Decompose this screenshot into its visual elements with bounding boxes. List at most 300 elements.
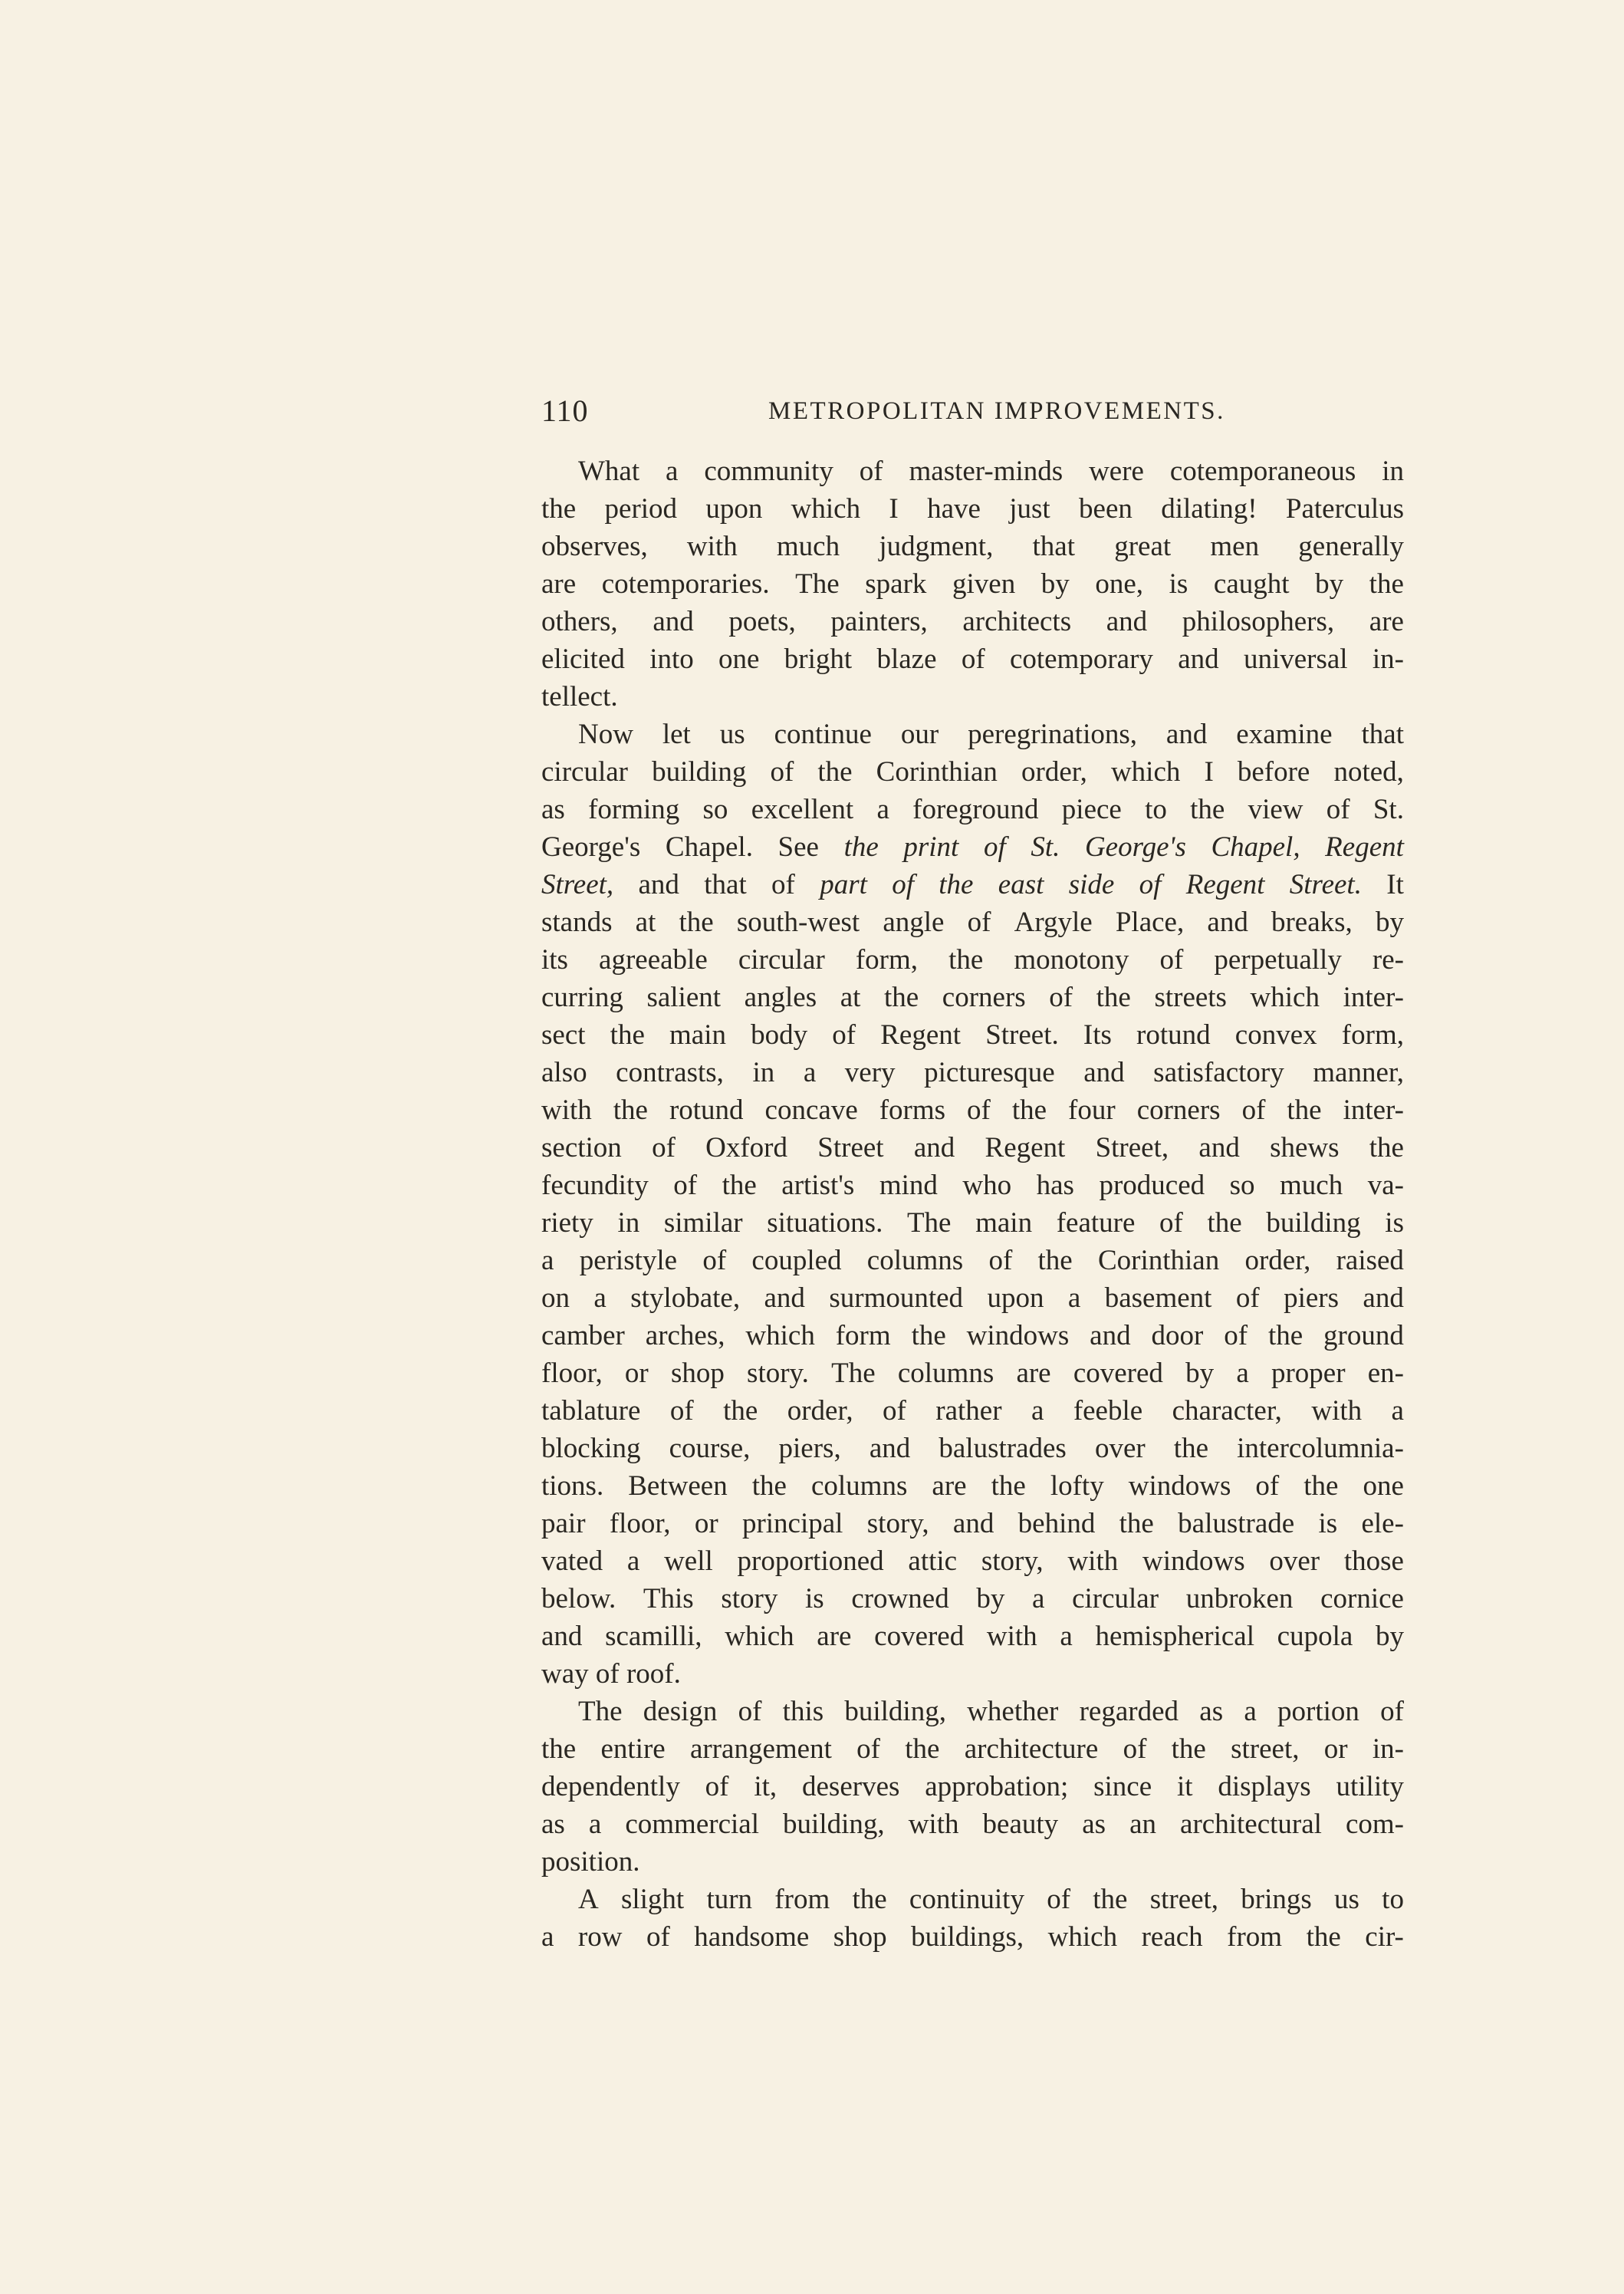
word: is (1318, 1508, 1338, 1539)
word: piers, (778, 1433, 841, 1464)
word: or (1323, 1733, 1348, 1765)
word: one, (1095, 568, 1144, 600)
word: Oxford (705, 1132, 788, 1163)
word: windows (1142, 1545, 1245, 1577)
word: so (702, 794, 728, 825)
word: St. (1373, 794, 1404, 825)
word: or (694, 1508, 718, 1539)
word: of (1380, 1696, 1404, 1727)
word: spark (865, 568, 927, 600)
word: or (624, 1358, 649, 1389)
word: com- (1345, 1809, 1404, 1840)
word: in (752, 1057, 775, 1088)
word: and (952, 1508, 994, 1539)
text-line (541, 1317, 1404, 1354)
word: The (831, 1358, 876, 1389)
word: our (900, 719, 939, 750)
word: story. (747, 1358, 809, 1389)
word: roof. (626, 1658, 681, 1690)
word: a (1060, 1621, 1073, 1652)
word: Street. (1289, 869, 1362, 900)
word: it, (754, 1771, 777, 1802)
word: rotund (669, 1094, 744, 1126)
word: handsome (694, 1921, 810, 1953)
word: of (1235, 1282, 1260, 1314)
word: continuity (909, 1884, 1024, 1915)
word: covered (1073, 1358, 1163, 1389)
word: situations. (767, 1207, 883, 1239)
word: the (613, 1094, 648, 1126)
word: inter- (1343, 982, 1404, 1013)
word: the (948, 944, 984, 976)
word: story, (981, 1545, 1044, 1577)
text-line (541, 1354, 1404, 1392)
word: Regent (1325, 831, 1404, 863)
text-line (541, 903, 1404, 941)
word: a (588, 1809, 602, 1840)
word: coupled (751, 1245, 842, 1276)
word: piece (1061, 794, 1122, 825)
text-line (541, 1467, 1404, 1505)
word: Now (578, 719, 633, 750)
word: of (1159, 1207, 1183, 1239)
word: judgment, (879, 531, 994, 562)
word: inter- (1343, 1094, 1404, 1126)
word: position. (541, 1846, 640, 1878)
word: dilating! (1161, 493, 1257, 525)
text-line (541, 1730, 1404, 1768)
word: reach (1141, 1921, 1203, 1953)
text-line (541, 941, 1404, 979)
word: and (653, 606, 694, 637)
word: the (1306, 1921, 1341, 1953)
text-line (541, 490, 1404, 528)
word: Corinthian (876, 756, 998, 788)
word: corners (942, 982, 1026, 1013)
word: forming (588, 794, 680, 825)
text-line (541, 1542, 1404, 1580)
word: the (679, 907, 714, 938)
word: on (541, 1282, 570, 1314)
word: form (835, 1320, 891, 1351)
word: va- (1367, 1170, 1404, 1201)
word: building (1266, 1207, 1361, 1239)
word: a (1391, 1395, 1404, 1427)
word: just (1009, 493, 1050, 525)
word: the (1171, 1733, 1206, 1765)
word: Argyle (1014, 907, 1093, 938)
word: to (1145, 794, 1167, 825)
word: shop (670, 1358, 725, 1389)
text-line (541, 753, 1404, 791)
word: of (1255, 1470, 1280, 1502)
word: part (820, 869, 867, 900)
word: door (1151, 1320, 1204, 1351)
word: circular (738, 944, 825, 976)
word: I (889, 493, 899, 525)
word: The (795, 568, 840, 600)
word: This (643, 1583, 694, 1614)
word: columns (897, 1358, 994, 1389)
word: order, (1021, 756, 1087, 788)
word: of (1047, 1884, 1071, 1915)
word: the (751, 1470, 787, 1502)
word: an (1129, 1809, 1156, 1840)
word: A (578, 1884, 599, 1915)
word: course, (669, 1433, 751, 1464)
word: which (745, 1320, 815, 1351)
word: continue (774, 719, 872, 750)
word: design (643, 1696, 718, 1727)
text-line (541, 1016, 1404, 1054)
word: a (666, 456, 679, 487)
word: of (771, 869, 795, 900)
word: salient (646, 982, 722, 1013)
word: let (662, 719, 691, 750)
word: Its (1083, 1019, 1112, 1051)
word: slight (620, 1884, 685, 1915)
text-line (541, 1054, 1404, 1091)
word: those (1343, 1545, 1404, 1577)
word: over (1094, 1433, 1146, 1464)
word: which (1110, 756, 1181, 788)
word: a (1067, 1282, 1081, 1314)
word: four (1068, 1094, 1116, 1126)
word: regarded (1079, 1696, 1179, 1727)
word: the (1173, 1433, 1208, 1464)
word: way (541, 1658, 589, 1690)
text-line (541, 716, 1404, 753)
text-line (541, 528, 1404, 565)
word: a (803, 1057, 817, 1088)
text-line (541, 453, 1404, 490)
text-line (541, 979, 1404, 1016)
word: of (595, 1658, 620, 1690)
word: its (541, 944, 568, 976)
word: which (1250, 982, 1320, 1013)
word: of (859, 456, 883, 487)
word: and (1198, 1132, 1240, 1163)
word: basement (1104, 1282, 1212, 1314)
word: character, (1172, 1395, 1282, 1427)
text-line (541, 1204, 1404, 1242)
word: at (635, 907, 656, 938)
word: tellect. (541, 681, 618, 713)
word: and (913, 1132, 955, 1163)
word: it (1176, 1771, 1193, 1802)
word: of (983, 831, 1006, 863)
word: of (1241, 1094, 1266, 1126)
word: body (751, 1019, 808, 1051)
word: in- (1372, 643, 1404, 675)
word: the (1119, 1508, 1154, 1539)
word: building, (783, 1809, 885, 1840)
word: Street, (1095, 1132, 1169, 1163)
word: stylobate, (630, 1282, 741, 1314)
word: the (1190, 794, 1225, 825)
word: as (1082, 1809, 1106, 1840)
word: that (1032, 531, 1076, 562)
word: with (908, 1809, 959, 1840)
word: Street, (541, 869, 614, 900)
word: with (1067, 1545, 1119, 1577)
word: also (541, 1057, 587, 1088)
word: artist's (781, 1170, 855, 1201)
word: cupola (1277, 1621, 1353, 1652)
word: excellent (751, 794, 854, 825)
word: arrangement (689, 1733, 832, 1765)
word: and (869, 1433, 911, 1464)
text-line (541, 1167, 1404, 1204)
word: from (774, 1884, 830, 1915)
word: street, (1231, 1733, 1300, 1765)
word: It (1386, 869, 1404, 900)
word: as (1199, 1696, 1224, 1727)
word: displays (1218, 1771, 1311, 1802)
word: and (1165, 719, 1208, 750)
word: windows (1128, 1470, 1231, 1502)
word: by (1185, 1358, 1215, 1389)
word: into (649, 643, 694, 675)
text-line (541, 1618, 1404, 1655)
word: peregrinations, (968, 719, 1138, 750)
word: of (967, 1094, 991, 1126)
word: architecture (964, 1733, 1099, 1765)
word: lofty (1050, 1470, 1104, 1502)
word: the (905, 1733, 940, 1765)
text-line (541, 1129, 1404, 1167)
word: upon (987, 1282, 1044, 1314)
word: dependently (541, 1771, 680, 1802)
word: since (1093, 1771, 1152, 1802)
word: of (673, 1170, 698, 1201)
word: See (777, 831, 819, 863)
word: of (856, 1733, 880, 1765)
word: over (1269, 1545, 1320, 1577)
text-line (541, 1392, 1404, 1430)
text-line (541, 1918, 1404, 1956)
word: has (1036, 1170, 1074, 1201)
text-line (541, 1430, 1404, 1467)
word: unbroken (1185, 1583, 1294, 1614)
word: form, (855, 944, 919, 976)
word: balustrade (1178, 1508, 1295, 1539)
word: St. (1031, 831, 1060, 863)
word: main (669, 1019, 726, 1051)
word: picturesque (924, 1057, 1055, 1088)
word: before (1237, 756, 1310, 788)
word: upon (705, 493, 763, 525)
word: camber (541, 1320, 625, 1351)
word: Regent (985, 1132, 1066, 1163)
word: row (577, 1921, 623, 1953)
word: What (578, 456, 640, 487)
word: street, (1149, 1884, 1219, 1915)
word: columns (810, 1470, 908, 1502)
word: a (1236, 1358, 1249, 1389)
text-line (541, 1242, 1404, 1279)
word: with (1311, 1395, 1363, 1427)
word: convex (1234, 1019, 1317, 1051)
word: have (927, 493, 981, 525)
word: breaks, (1271, 907, 1353, 938)
word: a (626, 1545, 640, 1577)
word: this (782, 1696, 824, 1727)
text-line (541, 791, 1404, 828)
word: the (1011, 1094, 1047, 1126)
word: of (702, 1245, 727, 1276)
word: order, (787, 1395, 853, 1427)
word: elicited (541, 643, 625, 675)
word: attic (908, 1545, 958, 1577)
word: and (638, 869, 679, 900)
word: are (932, 1470, 967, 1502)
word: raised (1336, 1245, 1404, 1276)
word: monotony (1014, 944, 1129, 976)
word: feature (1056, 1207, 1136, 1239)
word: floor, (541, 1358, 603, 1389)
word: from (1227, 1921, 1283, 1953)
word: were (1089, 456, 1144, 487)
word: mind (879, 1170, 938, 1201)
text-line (541, 565, 1404, 603)
text-line (541, 1768, 1404, 1805)
word: community (704, 456, 833, 487)
word: the (1303, 1470, 1339, 1502)
word: columns (866, 1245, 964, 1276)
text-line (541, 1693, 1404, 1730)
word: concave (764, 1094, 858, 1126)
word: circular (541, 756, 628, 788)
word: story (721, 1583, 778, 1614)
word: of (1326, 794, 1350, 825)
word: in (617, 1207, 640, 1239)
word: of (738, 1696, 762, 1727)
word: one (1363, 1470, 1404, 1502)
text-line (541, 1881, 1404, 1918)
text-line (541, 1843, 1404, 1881)
word: of (832, 1019, 856, 1051)
text-line (541, 1655, 1404, 1693)
word: cornice (1320, 1583, 1404, 1614)
word: and (764, 1282, 805, 1314)
word: contrasts, (616, 1057, 724, 1088)
word: George's (1084, 831, 1186, 863)
word: circular (1072, 1583, 1159, 1614)
word: hemispherical (1095, 1621, 1254, 1652)
word: the (1369, 568, 1404, 600)
text-line (541, 1091, 1404, 1129)
word: which (725, 1621, 794, 1652)
word: buildings, (911, 1921, 1024, 1953)
page-header (541, 393, 1404, 439)
word: windows (966, 1320, 1070, 1351)
word: beauty (982, 1809, 1059, 1840)
word: others, (541, 606, 618, 637)
word: period (604, 493, 678, 525)
word: proportioned (737, 1545, 884, 1577)
word: as (541, 794, 565, 825)
word: Corinthian (1097, 1245, 1220, 1276)
word: and (1106, 606, 1148, 637)
word: men (1210, 531, 1260, 562)
word: universal (1243, 643, 1348, 675)
word: whether (967, 1696, 1059, 1727)
word: view (1248, 794, 1303, 825)
word: blocking (541, 1433, 641, 1464)
word: shop (833, 1921, 887, 1953)
word: of (770, 756, 794, 788)
word: The (578, 1696, 623, 1727)
word: the (541, 493, 577, 525)
word: Street (817, 1132, 884, 1163)
word: the (1369, 1132, 1404, 1163)
word: and (1207, 907, 1248, 938)
word: the (1267, 1320, 1303, 1351)
word: below. (541, 1583, 616, 1614)
word: building, (844, 1696, 946, 1727)
word: is (1385, 1207, 1404, 1239)
word: turn (706, 1884, 753, 1915)
word: that (704, 869, 747, 900)
word: of (1224, 1320, 1248, 1351)
word: of (652, 1132, 676, 1163)
word: very (844, 1057, 896, 1088)
word: proper (1271, 1358, 1346, 1389)
word: perpetually (1214, 944, 1342, 976)
page-number: 110 (541, 393, 589, 428)
text-line (541, 1505, 1404, 1542)
word: examine (1236, 719, 1333, 750)
word: Chapel. (665, 831, 753, 863)
word: are (817, 1621, 852, 1652)
word: philosophers, (1182, 606, 1335, 637)
word: stands (541, 907, 613, 938)
word: agreeable (599, 944, 708, 976)
word: the (991, 1470, 1026, 1502)
word: poets, (728, 606, 796, 637)
word: George's (541, 831, 641, 863)
word: principal (741, 1508, 843, 1539)
word: who (962, 1170, 1012, 1201)
word: shews (1270, 1132, 1340, 1163)
word: and (1083, 1057, 1125, 1088)
word: by (1315, 568, 1344, 600)
word: vated (541, 1545, 603, 1577)
word: forms (879, 1094, 946, 1126)
word: tablature (541, 1395, 641, 1427)
word: cotemporary (1009, 643, 1153, 675)
text-line (541, 828, 1404, 866)
word: blaze (876, 643, 937, 675)
word: corners (1136, 1094, 1221, 1126)
word: caught (1213, 568, 1290, 600)
word: which (791, 493, 861, 525)
word: by (1040, 568, 1070, 600)
word: Regent (1185, 869, 1265, 900)
word: that (1361, 719, 1404, 750)
word: of (967, 907, 991, 938)
word: crowned (851, 1583, 949, 1614)
word: noted, (1333, 756, 1404, 788)
word: satisfactory (1153, 1057, 1284, 1088)
word: rotund (1136, 1019, 1211, 1051)
word: architectural (1180, 1809, 1322, 1840)
word: been (1079, 493, 1133, 525)
word: the (723, 1395, 758, 1427)
word: piers (1284, 1282, 1340, 1314)
word: ele- (1361, 1508, 1404, 1539)
